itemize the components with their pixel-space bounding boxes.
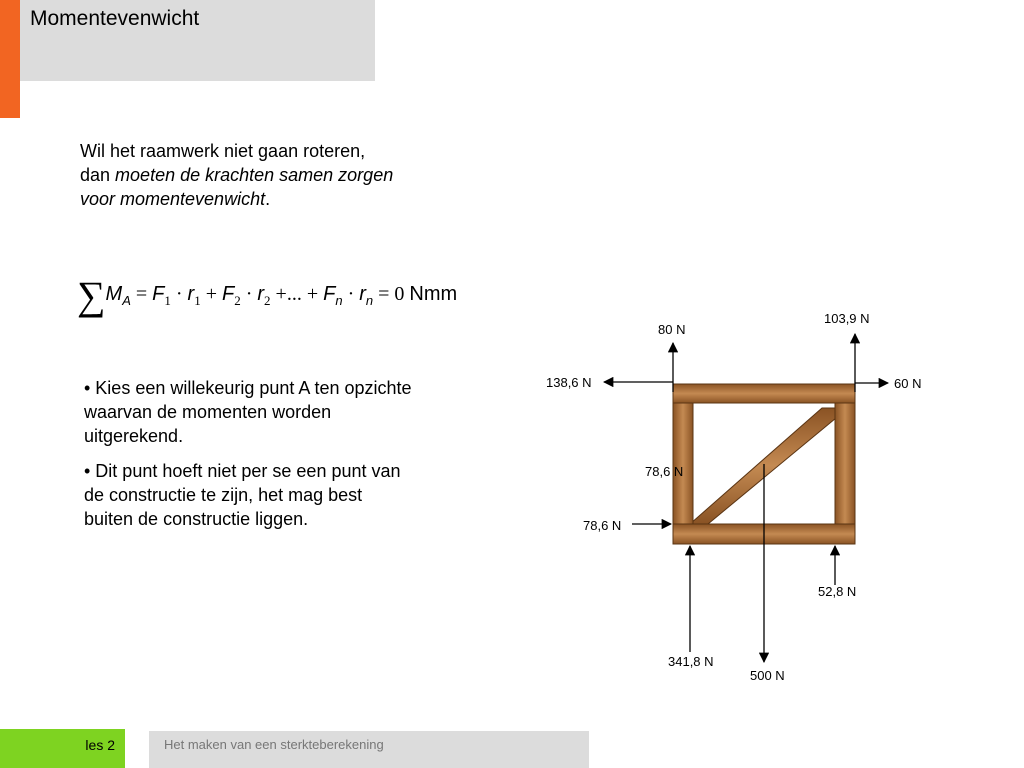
formula-F1-sub: 1	[164, 293, 171, 308]
formula-r2-sub: 2	[264, 293, 271, 308]
force-label-138: 138,6 N	[546, 375, 592, 390]
formula-M: M	[105, 283, 123, 305]
formula-dot-3: ·	[342, 283, 360, 305]
intro-line-1: Wil het raamwerk niet gaan roteren,	[80, 141, 366, 161]
formula-F1: F	[152, 283, 165, 305]
formula-r1: r	[187, 283, 195, 305]
accent-bar	[0, 0, 20, 118]
force-label-341: 341,8 N	[668, 654, 714, 669]
intro-line-3	[80, 187, 460, 211]
force-label-78-left: 78,6 N	[583, 518, 622, 533]
intro-line-2-italic: moeten de krachten samen zorgen	[115, 165, 394, 185]
formula-F2: F	[221, 283, 235, 305]
bullet-2: • Dit punt hoeft niet per se een punt van de constructie te zijn, het mag best buiten de constructie liggen.	[84, 461, 401, 529]
frame-top-beam	[673, 384, 855, 403]
footer-course-box	[149, 731, 589, 768]
force-label-500: 500 N	[750, 668, 785, 683]
force-label-78-inner: 78,6 N	[645, 464, 684, 479]
force-label-52: 52,8 N	[818, 584, 857, 599]
formula-eq-zero: = 0	[373, 283, 410, 305]
formula-dot-2: ·	[240, 283, 258, 305]
bullet-list	[84, 376, 414, 542]
intro-line-3-italic: voor momentevenwicht	[80, 189, 266, 209]
footer-lesson-tab	[0, 729, 125, 768]
sigma-symbol: ∑	[77, 273, 106, 318]
formula-r1-sub: 1	[194, 293, 201, 308]
formula-rn: r	[359, 283, 366, 305]
frame-right-post	[835, 403, 855, 524]
force-label-60: 60 N	[894, 376, 922, 391]
slide-title: Momentevenwicht	[30, 7, 200, 30]
formula-unit: Nmm	[409, 283, 458, 305]
formula-Fn: F	[323, 283, 336, 305]
formula-rn-sub: n	[365, 293, 374, 308]
moment-formula	[77, 272, 457, 319]
intro-text	[80, 139, 460, 211]
formula-plus: +	[200, 283, 222, 305]
bullet-1: • Kies een willekeurig punt A ten opzichte waarvan de momenten worden uitgerekend.	[84, 378, 412, 446]
frame-force-diagram	[530, 300, 960, 700]
formula-Fn-sub: n	[335, 293, 343, 308]
intro-line-3-end: .	[265, 189, 271, 209]
intro-line-2	[80, 163, 460, 187]
title-box	[20, 0, 375, 81]
formula-F2-sub: 2	[234, 293, 241, 308]
formula-dot-1: ·	[170, 283, 188, 305]
formula-r2: r	[257, 283, 265, 305]
force-label-103: 103,9 N	[824, 311, 870, 326]
footer-lesson: les 2	[85, 737, 115, 753]
formula-ellipsis: +... +	[270, 283, 324, 305]
footer-course-title: Het maken van een sterkteberekening	[164, 737, 384, 752]
formula-eq: =	[130, 283, 153, 305]
force-label-80: 80 N	[658, 322, 686, 337]
intro-line-2-plain: dan	[80, 165, 116, 185]
formula-M-sub: A	[122, 293, 131, 308]
frame-diagonal-beam	[690, 408, 836, 524]
